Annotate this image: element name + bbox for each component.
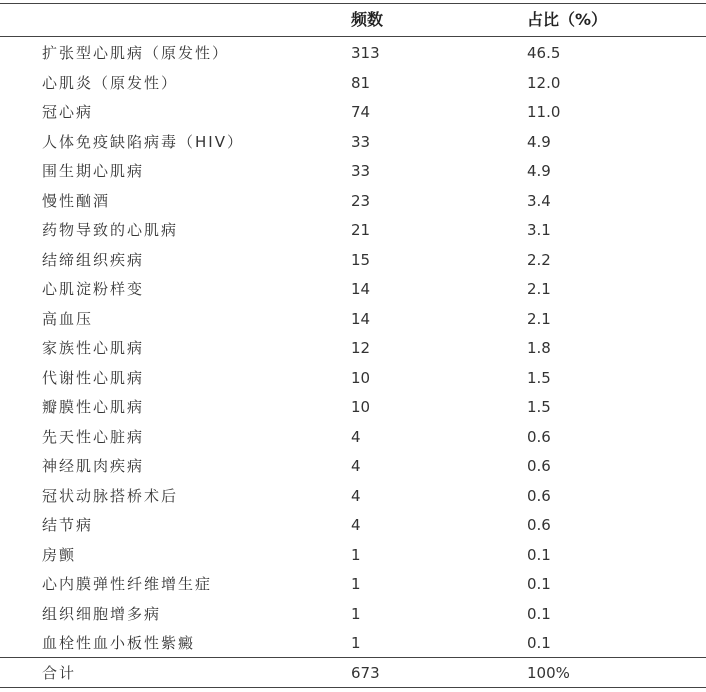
row-name: 血栓性血小板性紫癜	[42, 634, 196, 652]
row-name: 心肌炎（原发性）	[42, 73, 179, 92]
row-percent: 0.6	[527, 486, 551, 505]
row-percent: 4.9	[527, 162, 551, 180]
row-percent: 1.5	[527, 398, 551, 416]
row-name: 围生期心肌病	[42, 162, 145, 180]
row-name: 慢性酗酒	[42, 191, 111, 210]
table-row	[0, 127, 706, 157]
table-body	[0, 38, 706, 658]
row-percent: 1.8	[527, 339, 551, 357]
row-frequency: 15	[351, 250, 371, 269]
table-row	[0, 304, 706, 334]
table-header	[0, 4, 706, 36]
total-label: 合计	[42, 664, 77, 682]
header-frequency: 频数	[351, 10, 384, 29]
row-frequency: 1	[351, 604, 361, 623]
table-row	[0, 186, 706, 216]
row-frequency: 4	[351, 516, 361, 534]
row-percent: 12.0	[527, 73, 561, 92]
row-percent: 0.1	[527, 545, 551, 564]
row-frequency: 4	[351, 427, 361, 446]
row-percent: 0.6	[527, 457, 551, 475]
row-name: 结缔组织疾病	[42, 250, 145, 269]
row-percent: 1.5	[527, 368, 551, 387]
row-percent: 4.9	[527, 132, 551, 151]
total-percent: 100%	[527, 664, 570, 682]
header-percent: 占比（%）	[527, 10, 608, 29]
row-percent: 0.1	[527, 604, 551, 623]
table-row	[0, 274, 706, 304]
table-row	[0, 68, 706, 98]
row-name: 神经肌肉疾病	[42, 457, 145, 475]
row-frequency: 313	[351, 44, 380, 62]
table-row	[0, 481, 706, 511]
table-row	[0, 569, 706, 599]
table-row	[0, 599, 706, 629]
table-row	[0, 156, 706, 186]
table-row	[0, 97, 706, 127]
row-frequency: 1	[351, 545, 361, 564]
row-frequency: 10	[351, 398, 371, 416]
row-frequency: 33	[351, 132, 371, 151]
table-row	[0, 451, 706, 481]
row-name: 先天性心脏病	[42, 427, 145, 446]
row-percent: 11.0	[527, 103, 561, 121]
row-name: 家族性心肌病	[42, 339, 145, 357]
table-row	[0, 628, 706, 658]
row-frequency: 4	[351, 486, 361, 505]
row-percent: 46.5	[527, 44, 561, 62]
row-frequency: 4	[351, 457, 361, 475]
row-frequency: 1	[351, 575, 361, 593]
total-frequency: 673	[351, 664, 380, 682]
row-name: 冠心病	[42, 103, 94, 121]
row-name: 结节病	[42, 516, 94, 534]
row-percent: 3.4	[527, 191, 551, 210]
row-frequency: 81	[351, 73, 371, 92]
row-name: 代谢性心肌病	[42, 368, 145, 387]
row-name: 组织细胞增多病	[42, 604, 162, 623]
row-percent: 2.1	[527, 309, 551, 328]
table-row	[0, 422, 706, 452]
row-percent: 2.1	[527, 280, 551, 298]
row-percent: 2.2	[527, 250, 551, 269]
row-frequency: 23	[351, 191, 371, 210]
row-frequency: 1	[351, 634, 361, 652]
row-name: 瓣膜性心肌病	[42, 398, 145, 416]
row-name: 药物导致的心肌病	[42, 221, 179, 239]
table-row	[0, 333, 706, 363]
row-name: 扩张型心肌病（原发性）	[42, 44, 230, 62]
table-row	[0, 245, 706, 275]
table-row	[0, 363, 706, 393]
table-row	[0, 510, 706, 540]
header-rule	[0, 36, 706, 37]
row-name: 人体免疫缺陷病毒（HIV）	[42, 132, 244, 151]
row-percent: 0.1	[527, 575, 551, 593]
row-percent: 3.1	[527, 221, 551, 239]
row-name: 冠状动脉搭桥术后	[42, 486, 179, 505]
row-frequency: 12	[351, 339, 371, 357]
table-row	[0, 215, 706, 245]
row-frequency: 14	[351, 309, 371, 328]
row-frequency: 33	[351, 162, 371, 180]
row-percent: 0.6	[527, 427, 551, 446]
row-name: 房颤	[42, 545, 77, 564]
row-frequency: 74	[351, 103, 371, 121]
row-frequency: 10	[351, 368, 371, 387]
table-row	[0, 540, 706, 570]
table-row	[0, 38, 706, 68]
total-row	[0, 658, 706, 687]
row-name: 高血压	[42, 309, 94, 328]
row-name: 心内膜弹性纤维增生症	[42, 575, 213, 593]
bottom-rule	[0, 687, 706, 688]
row-name: 心肌淀粉样变	[42, 280, 145, 298]
row-percent: 0.6	[527, 516, 551, 534]
row-percent: 0.1	[527, 634, 551, 652]
row-frequency: 21	[351, 221, 371, 239]
table-row	[0, 392, 706, 422]
row-frequency: 14	[351, 280, 371, 298]
